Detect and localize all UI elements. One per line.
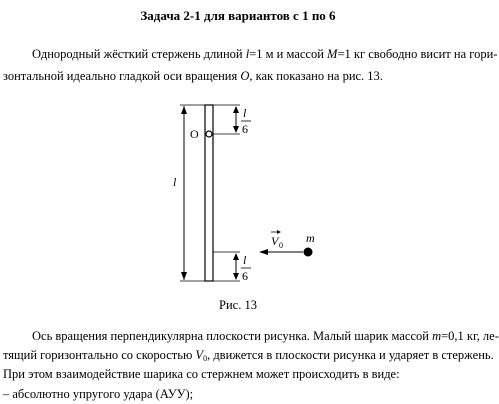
arrowhead [233,126,239,133]
body-line-1 [32,326,499,346]
symbol-V-sub: 0 [203,354,208,363]
label-V: V [271,234,279,248]
pivot-point [206,131,212,137]
body-text: тящий горизонтально со скоростью [3,348,196,362]
symbol-V: V [195,348,204,362]
intro-text: =1 м и массой [249,47,328,61]
frac-bot-num: l [243,253,247,267]
body-text: =0,1 кг, ле- [441,329,499,343]
problem-heading: Задача 2-1 для вариантов с 1 по 6 [140,8,336,23]
intro-text: Однородный жёсткий стержень длиной [32,47,246,61]
list-item-1: – абсолютно упругого удара (АУУ); [3,387,194,401]
label-m: m [306,231,315,245]
body-text: , движется в плоскости рисунка и ударяет в стержень. [207,348,494,362]
frac-top-num: l [243,106,247,120]
arrowhead [181,272,187,280]
symbol-O: O [240,69,250,83]
symbol-M: M [327,47,338,61]
arrowhead [233,106,239,113]
ball [304,248,313,257]
arrowhead [181,106,187,114]
symbol-l: l [245,47,250,61]
frac-bot-den: 6 [242,269,248,283]
symbol-m: m [432,329,442,343]
figure-caption: Рис. 13 [219,298,257,312]
label-l: l [173,175,177,189]
body-line-3: При этом взаимодействие шарика со стержнем может происходить в виде: [3,367,400,381]
intro-text: =1 кг свободно висит на гори- [337,47,498,61]
label-O: O [190,127,199,141]
label-V-sub: 0 [279,241,283,250]
body-text: Ось вращения перпендикулярна плоскости рисунка. Малый шарик массой [32,329,433,343]
arrowhead [259,249,268,255]
intro-text: , как показано на рис. 13. [249,69,383,83]
intro-text: зонтальной идеально гладкой оси вращения [3,69,241,83]
frac-top-den: 6 [242,122,248,136]
arrowhead [233,273,239,280]
arrowhead [233,253,239,260]
